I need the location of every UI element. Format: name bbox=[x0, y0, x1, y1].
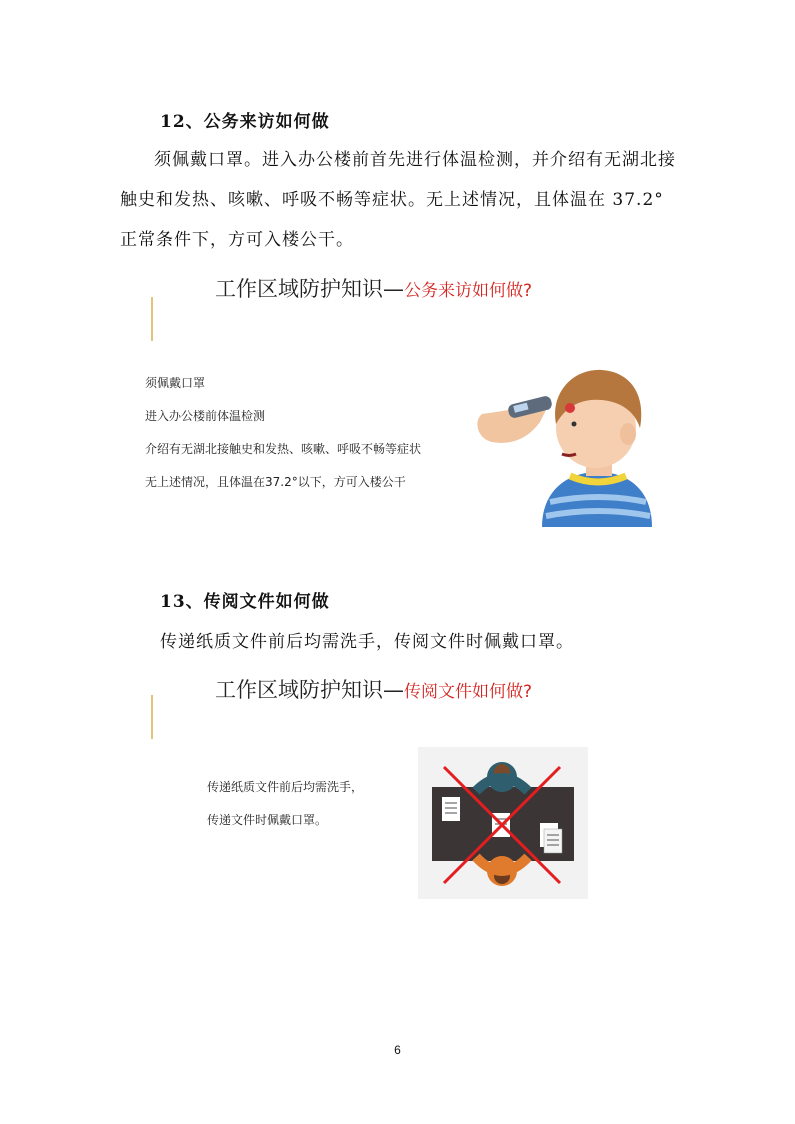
document-passing-illustration bbox=[418, 747, 588, 899]
point-item: 进入办公楼前体温检测 bbox=[145, 409, 266, 423]
point-item: 须佩戴口罩 bbox=[145, 376, 206, 390]
temperature-check-illustration bbox=[470, 362, 655, 527]
point-item: 介绍有无湖北接触史和发热、咳嗽、呼吸不畅等症状 bbox=[145, 442, 422, 456]
section-12-points bbox=[145, 367, 421, 499]
gold-accent-bar bbox=[151, 297, 153, 341]
section-12-banner-title bbox=[215, 273, 532, 303]
point-item: 无上述情况，且体温在37.2°以下，方可入楼公干 bbox=[145, 475, 406, 489]
page-number: 6 bbox=[394, 1043, 401, 1057]
point-item: 传递纸质文件前后均需洗手， bbox=[207, 780, 364, 794]
banner-title-text: 工作区域防护知识— bbox=[215, 678, 404, 702]
banner-title-text: 工作区域防护知识— bbox=[215, 277, 404, 301]
banner-subtitle-text: 公务来访如何做? bbox=[404, 281, 533, 301]
section-13-heading: 13、传阅文件如何做 bbox=[160, 592, 330, 612]
section-13-banner-title bbox=[215, 674, 532, 704]
section-12-heading: 12、公务来访如何做 bbox=[160, 112, 330, 132]
section-12-paragraph: 须佩戴口罩。进入办公楼前首先进行体温检测，并介绍有无湖北接触史和发热、咳嗽、呼吸不畅等症状。无上述情况，且体温在 37.2°正常条件下，方可入楼公干。 bbox=[120, 150, 676, 250]
banner-subtitle-text: 传阅文件如何做? bbox=[404, 682, 533, 702]
section-13-points bbox=[207, 771, 363, 837]
gold-accent-bar bbox=[151, 695, 153, 739]
section-13-paragraph: 传递纸质文件前后均需洗手，传阅文件时佩戴口罩。 bbox=[160, 632, 574, 652]
point-item: 传递文件时佩戴口罩。 bbox=[207, 813, 328, 827]
